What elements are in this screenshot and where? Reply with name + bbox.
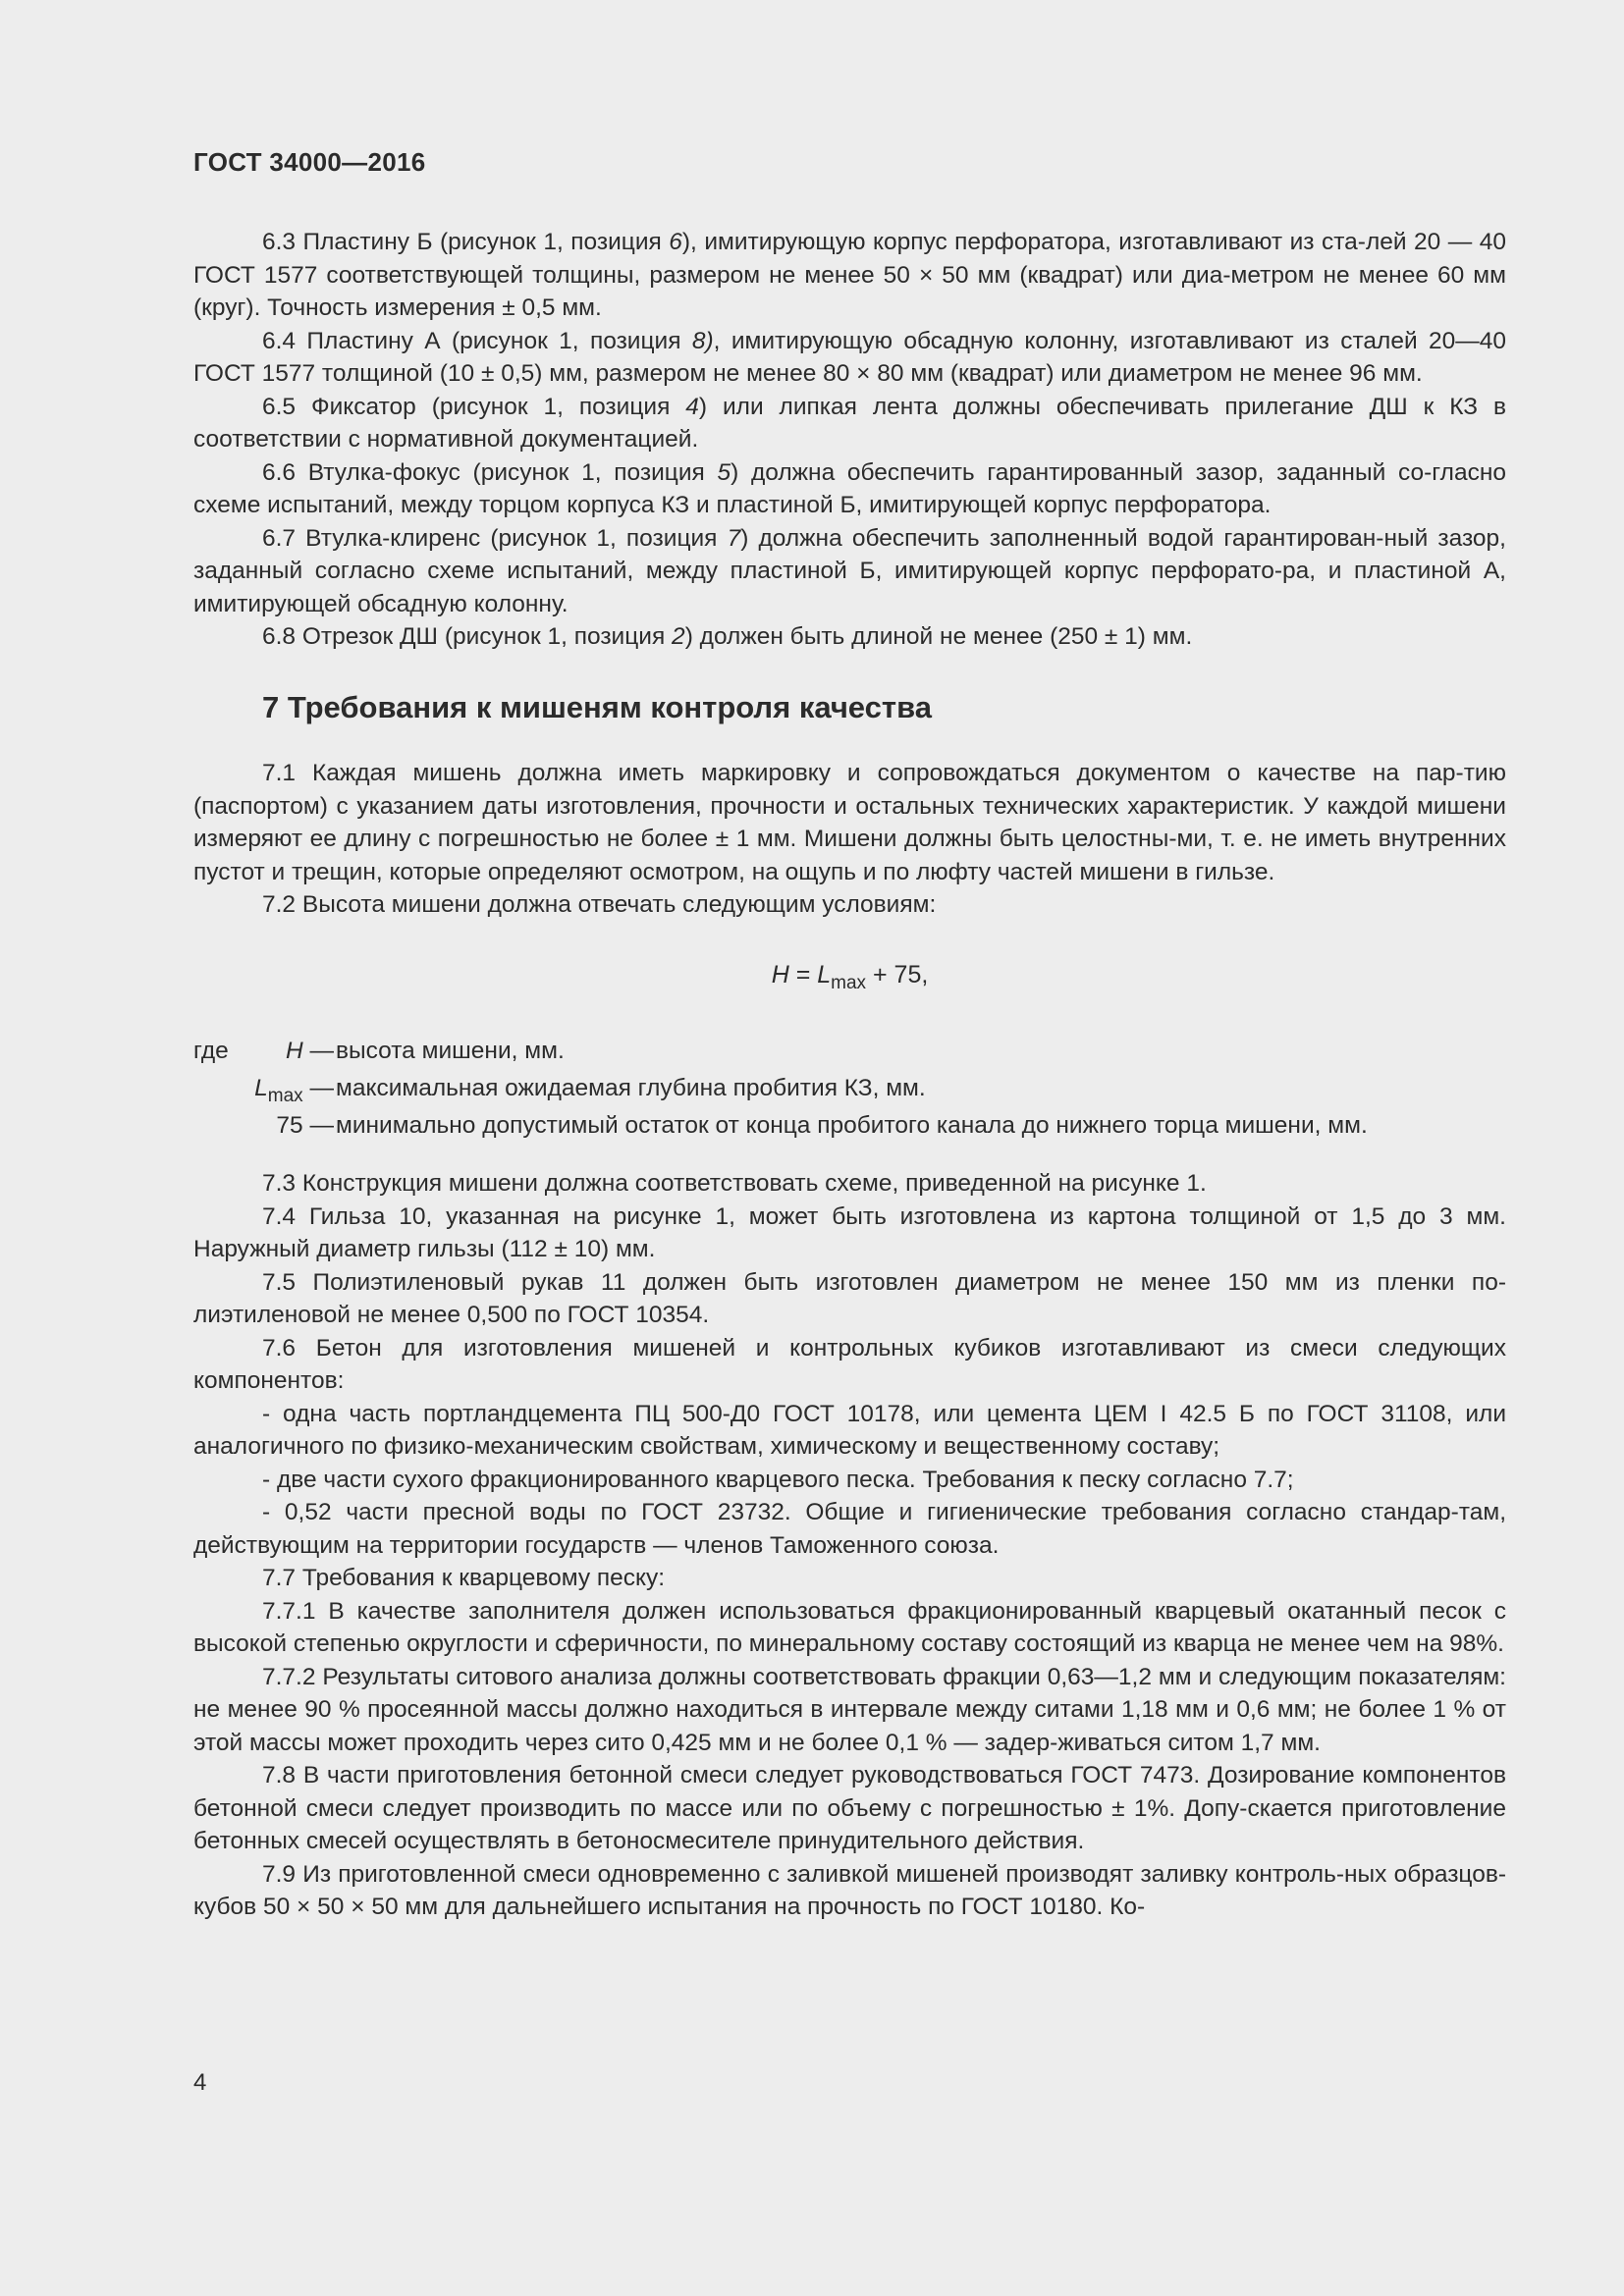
- paragraph-6-6: 6.6 Втулка-фокус (рисунок 1, позиция 5) должна обеспечить гарантированный зазор, заданный со-гласно схеме испытаний, между торцом корпуса КЗ и пластиной Б, имитирующей корпус перфоратора.: [193, 458, 1506, 518]
- document-body: [193, 226, 1506, 1924]
- paragraph-7-3: 7.3 Конструкция мишени должна соответствовать схеме, приведенной на рисунке 1.: [262, 1170, 1207, 1197]
- list-item: - две части сухого фракционированного кварцевого песка. Требования к песку согласно 7.7;: [262, 1466, 1294, 1493]
- paragraph-7-7-1: 7.7.1 В качестве заполнителя должен использоваться фракционированный кварцевый окатанный песок с высокой степенью округлости и сферичности, по минеральному составу состоящий из кварца не менее чем на 98%.: [193, 1597, 1506, 1657]
- paragraph-7-4: 7.4 Гильза 10, указанная на рисунке 1, может быть изготовлена из картона толщиной от 1,5 до 3 мм. Наружный диаметр гильзы (112 ± 10) мм.: [193, 1202, 1506, 1262]
- paragraph-7-7-2: 7.7.2 Результаты ситового анализа должны соответствовать фракции 0,63—1,2 мм и следующим показателям: не менее 90 % просеянной массы должно находиться в интервале между ситами 1,18 мм и 0,6 мм; не более 1 % от этой массы может проходить через сито 0,425 мм и не более 0,1 % — задер-живаться ситом 1,7 мм.: [193, 1663, 1506, 1756]
- legend-row-lmax: $L_{max}$ — максимальная ожидаемая глубина пробития КЗ, мм.: [254, 1075, 926, 1106]
- paragraph-7-8: 7.8 В части приготовления бетонной смеси следует руководствоваться ГОСТ 7473. Дозирование компонентов бетонной смеси следует производить по массе или по объему с погрешностью ± 1%. Допу-скается приготовление бетонных смесей осуществлять в бетоносмесителе принудительного действия.: [193, 1762, 1506, 1854]
- paragraph-6-8: 6.8 Отрезок ДШ (рисунок 1, позиция 2) должен быть длиной не менее (250 ± 1) мм.: [262, 623, 1193, 650]
- paragraph-7-1: 7.1 Каждая мишень должна иметь маркировку и сопровождаться документом о качестве на пар-тию (паспортом) с указанием даты изготовления, прочности и остальных технических характеристик. У каждой мишени измеряют ее длину с погрешностью не более ± 1 мм. Мишени должны быть целостны-ми, т. е. не иметь внутренних пустот и трещин, которые определяют осмотром, на ощупь и по люфту частей мишени в гильзе.: [193, 760, 1506, 885]
- list-item: - 0,52 части пресной воды по ГОСТ 23732. Общие и гигиенические требования согласно стандар-там, действующим на территории государств — членов Таможенного союза.: [193, 1499, 1506, 1559]
- legend-row-75: 75 — минимально допустимый остаток от конца пробитого канала до нижнего торца мишени, мм.: [276, 1112, 1368, 1139]
- paragraph-6-3: 6.3 Пластину Б (рисунок 1, позиция 6), имитирующую корпус перфоратора, изготавливают из ста-лей 20 — 40 ГОСТ 1577 соответствующей толщины, размером не менее 50 × 50 мм (квадрат) или диа-метром не менее 60 мм (круг). Точность измерения ± 0,5 мм.: [193, 229, 1506, 321]
- section-7-heading: 7 Требования к мишеням контроля качества: [262, 689, 932, 724]
- paragraph-7-7: 7.7 Требования к кварцевому песку:: [262, 1565, 666, 1591]
- legend-row-h: где H — высота мишени, мм.: [193, 1038, 565, 1064]
- document-header: ГОСТ 34000—2016: [193, 147, 426, 177]
- paragraph-6-5: 6.5 Фиксатор (рисунок 1, позиция 4) или липкая лента должны обеспечивать прилегание ДШ к КЗ в соответствии с нормативной документацией.: [193, 393, 1506, 453]
- paragraph-7-9: 7.9 Из приготовленной смеси одновременно с заливкой мишеней производят заливку контроль-ных образцов-кубов 50 × 50 × 50 мм для дальнейшего испытания на прочность по ГОСТ 10180. Ко-: [193, 1860, 1506, 1920]
- list-item: - одна часть портландцемента ПЦ 500-Д0 ГОСТ 10178, или цемента ЦЕМ I 42.5 Б по ГОСТ 31108, или аналогичного по физико-механическим свойствам, химическому и вещественному составу;: [193, 1400, 1506, 1460]
- paragraph-6-7: 6.7 Втулка-клиренс (рисунок 1, позиция 7) должна обеспечить заполненный водой гарантирован-ный зазор, заданный согласно схеме испытаний, между пластиной Б, имитирующей корпус перфорато-ра, и пластиной А, имитирующей обсадную колонну.: [193, 524, 1506, 617]
- height-formula: $H = L_{max} + 75$,: [771, 960, 929, 993]
- paragraph-7-2: 7.2 Высота мишени должна отвечать следующим условиям:: [262, 891, 937, 918]
- paragraph-7-5: 7.5 Полиэтиленовый рукав 11 должен быть изготовлен диаметром не менее 150 мм из пленки по-лиэтиленовой не менее 0,500 по ГОСТ 10354.: [193, 1268, 1506, 1328]
- page-number: 4: [193, 2069, 207, 2096]
- formula-legend: [193, 1035, 1506, 1167]
- paragraph-6-4: 6.4 Пластину А (рисунок 1, позиция 8), имитирующую обсадную колонну, изготавливают из сталей 20—40 ГОСТ 1577 толщиной (10 ± 0,5) мм, размером не менее 80 × 80 мм (квадрат) или диаметром не менее 96 мм.: [193, 327, 1506, 387]
- paragraph-7-6: 7.6 Бетон для изготовления мишеней и контрольных кубиков изготавливают из смеси следующих компонентов:: [193, 1334, 1506, 1394]
